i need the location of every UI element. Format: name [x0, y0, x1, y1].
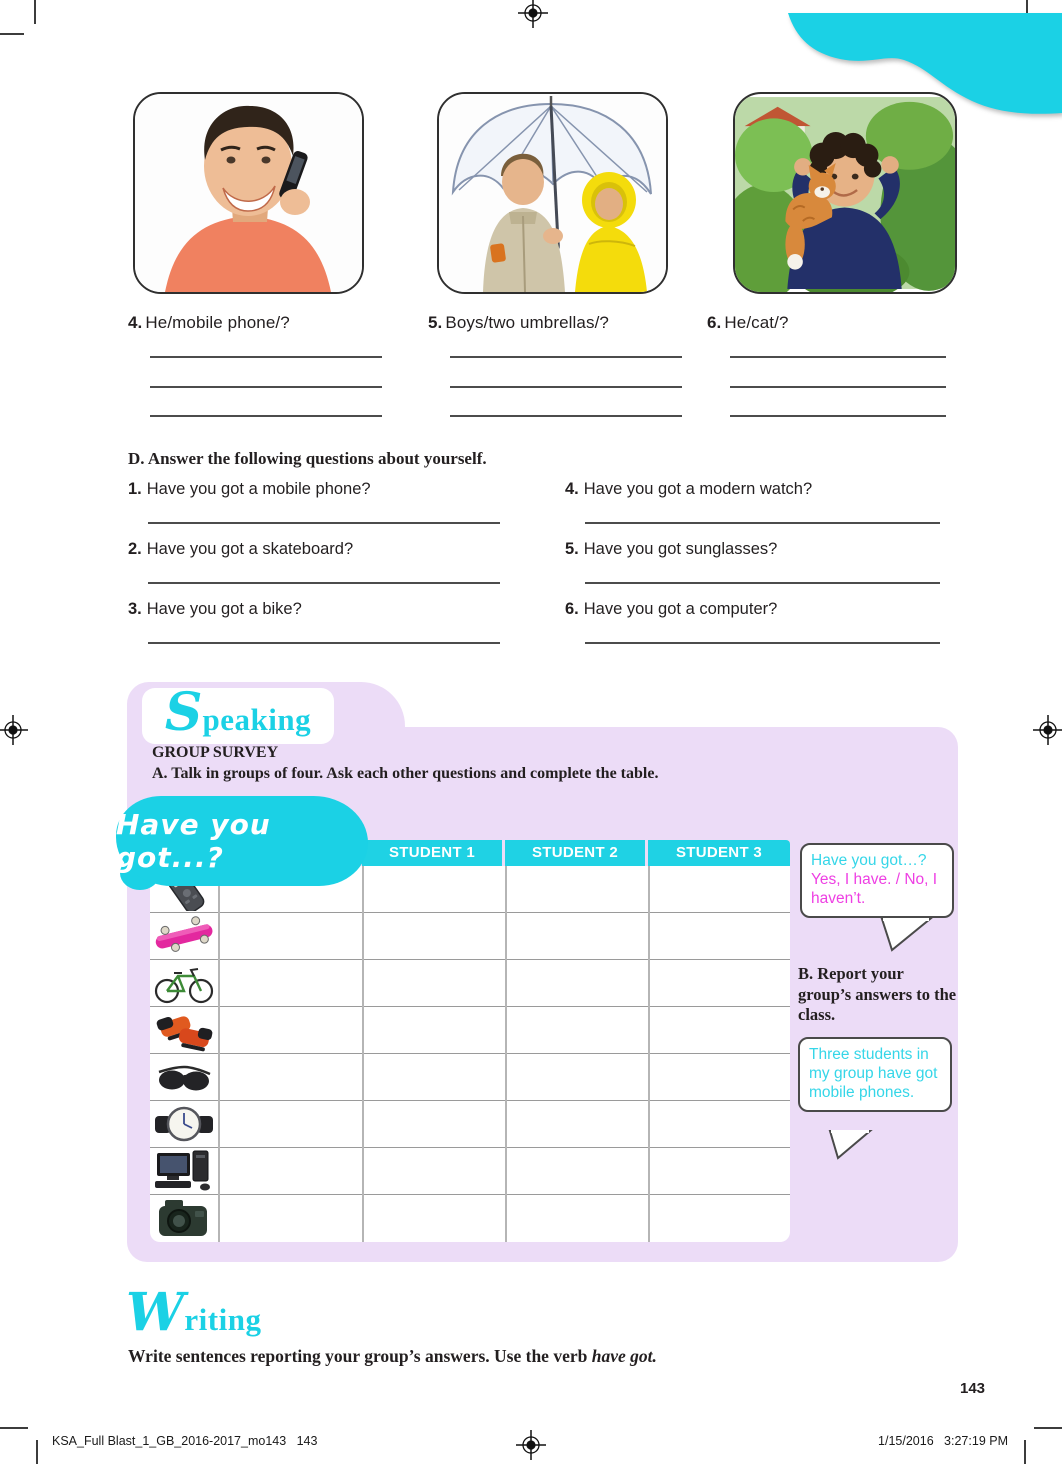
writing-heading: W riting: [126, 1282, 262, 1343]
registration-mark-top: [518, 0, 548, 28]
table-row-camera: [150, 1195, 790, 1242]
group-survey-label: GROUP SURVEY: [152, 744, 279, 761]
answer-line: [150, 356, 382, 358]
survey-table-body: [150, 866, 790, 1242]
photo-prompt-5: 5. Boys/two umbrellas/?: [428, 313, 609, 332]
header-student-3: STUDENT 3: [648, 840, 790, 866]
header-student-1: STUDENT 1: [362, 840, 505, 866]
writing-instruction: Write sentences reporting your group’s answers. Use the verb have got.: [128, 1346, 657, 1366]
photo-boys-umbrella: [437, 92, 668, 294]
question-3: 3. Have you got a bike?: [128, 600, 302, 618]
table-row-bike: [150, 960, 790, 1007]
answer-line: [150, 386, 382, 388]
answer-line: [450, 386, 682, 388]
answer-line: [150, 415, 382, 417]
crop-mark: [0, 33, 24, 35]
photo-man-with-phone: [133, 92, 364, 294]
speech-bubble-question: Have you got…? Yes, I have. / No, I haven’t.: [800, 843, 954, 918]
table-row-computer: [150, 1148, 790, 1195]
answer-line: [148, 522, 500, 524]
camera-icon: [150, 1197, 218, 1241]
question-6: 6. Have you got a computer?: [565, 600, 778, 618]
answer-line: [585, 582, 940, 584]
photo-prompt-4: 4. He/mobile phone/?: [128, 313, 290, 332]
table-row-skateboard: [150, 913, 790, 960]
header-student-2: STUDENT 2: [505, 840, 648, 866]
table-row-sunglasses: [150, 1054, 790, 1101]
crop-mark: [1034, 1427, 1062, 1429]
sunglasses-icon: [150, 1055, 218, 1099]
section-d-title: D. Answer the following questions about yourself.: [128, 449, 487, 468]
boy-with-cat-on-shoulders-illustration: [735, 94, 955, 292]
answer-line: [148, 582, 500, 584]
answer-line: [730, 356, 946, 358]
speaking-heading: S peaking: [142, 688, 334, 744]
speech-bubble-tail: [874, 918, 938, 952]
registration-mark-left: [0, 715, 28, 745]
speech-bubble-report: Three students in my group have got mobile phones.: [798, 1037, 952, 1112]
table-row-roller-skates: [150, 1007, 790, 1054]
answer-line: [585, 522, 940, 524]
instruction-a: A. Talk in groups of four. Ask each other questions and complete the table.: [152, 765, 659, 782]
crop-mark: [1024, 1440, 1026, 1464]
answer-line: [450, 356, 682, 358]
registration-mark-right: [1033, 715, 1062, 745]
crop-mark: [34, 0, 36, 24]
roller-skates-icon: [150, 1008, 218, 1052]
crop-mark: [36, 1440, 38, 1464]
answer-line: [450, 415, 682, 417]
have-you-got-blob: Have you got...?: [116, 796, 368, 886]
speaking-initial: S: [164, 682, 203, 743]
man-talking-on-mobile-phone-illustration: [135, 94, 362, 292]
registration-mark-bottom: [516, 1430, 546, 1460]
answer-line: [148, 642, 500, 644]
instruction-b: B. Report your group’s answers to the class.: [798, 964, 957, 1025]
writing-initial: W: [126, 1282, 185, 1343]
two-boys-under-umbrella-illustration: [439, 94, 666, 292]
speech-bubble-tail: [824, 1130, 880, 1160]
answer-line: [585, 642, 940, 644]
skateboard-icon: [150, 914, 218, 958]
answer-line: [730, 386, 946, 388]
question-2: 2. Have you got a skateboard?: [128, 540, 354, 558]
bike-icon: [150, 961, 218, 1005]
crop-mark: [0, 1427, 28, 1429]
watch-icon: [150, 1102, 218, 1146]
photo-boy-with-cat: [733, 92, 957, 294]
photo-prompt-6: 6. He/cat/?: [707, 313, 789, 332]
question-1: 1. Have you got a mobile phone?: [128, 480, 371, 498]
question-4: 4. Have you got a modern watch?: [565, 480, 813, 498]
table-row-watch: [150, 1101, 790, 1148]
answer-line: [730, 415, 946, 417]
page-number: 143: [960, 1380, 986, 1397]
computer-icon: [150, 1149, 218, 1193]
question-5: 5. Have you got sunglasses?: [565, 540, 778, 558]
survey-table: [150, 840, 790, 1242]
footer-left: KSA_Full Blast_1_GB_2016-2017_mo143 143: [52, 1434, 318, 1448]
footer-right: 1/15/2016 3:27:19 PM: [878, 1434, 1008, 1448]
